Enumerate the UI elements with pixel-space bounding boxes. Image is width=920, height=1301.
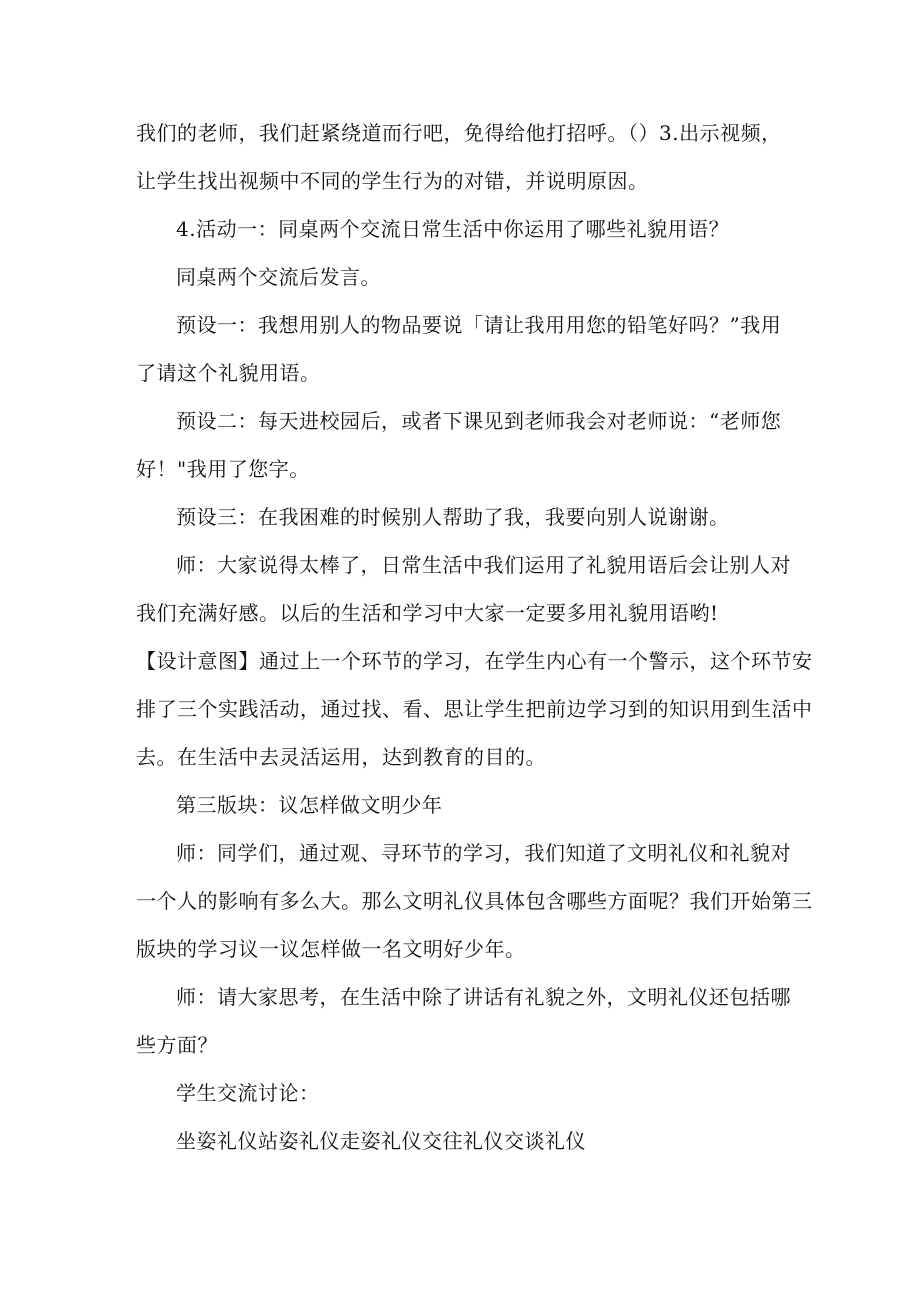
text-line: 【设计意图】通过上一个环节的学习，在学生内心有一个警示，这个环节安: [136, 649, 813, 673]
text-line: 预设一：我想用别人的物品要说「请让我用用您的铅笔好吗？”我用: [176, 313, 782, 337]
text-line: 第三版块：议怎样做文明少年: [176, 793, 443, 817]
text-line: 些方面？: [136, 1033, 218, 1057]
text-line: 让学生找出视频中不同的学生行为的对错，并说明原因。: [136, 169, 649, 193]
text-line: 预设三：在我困难的时候别人帮助了我，我要向别人说谢谢。: [176, 505, 730, 529]
text-line: 我们的老师，我们赶紧绕道而行吧，免得给他打招呼。（）3.出示视频，: [136, 121, 782, 145]
text-line: 版块的学习议一议怎样做一名文明好少年。: [136, 937, 526, 961]
text-line: 去。在生活中去灵活运用，达到教育的目的。: [136, 745, 546, 769]
text-line: 师：请大家思考，在生活中除了讲话有礼貌之外，文明礼仪还包括哪: [176, 985, 791, 1009]
text-line: 排了三个实践活动，通过找、看、思让学生把前边学习到的知识用到生活中: [136, 697, 813, 721]
text-line: 预设二：每天进校园后，或者下课见到老师我会对老师说：“老师您: [176, 409, 782, 433]
text-line: 4.活动一：同桌两个交流日常生活中你运用了哪些礼貌用语？: [176, 217, 730, 241]
text-line: 师：大家说得太棒了，日常生活中我们运用了礼貌用语后会让别人对: [176, 553, 791, 577]
text-line: 同桌两个交流后发言。: [176, 265, 381, 289]
text-line: 一个人的影响有多么大。那么文明礼仪具体包含哪些方面呢？我们开始第三: [136, 889, 813, 913]
text-line: 了请这个礼貌用语。: [136, 361, 321, 385]
text-line: 师：同学们，通过观、寻环节的学习，我们知道了文明礼仪和礼貌对: [176, 841, 791, 865]
text-line: 我们充满好感。以后的生活和学习中大家一定要多用礼貌用语哟!: [136, 601, 719, 625]
text-line: 学生交流讨论：: [176, 1081, 320, 1105]
text-line: 好！"我用了您字。: [136, 457, 310, 481]
text-line: 坐姿礼仪站姿礼仪走姿礼仪交往礼仪交谈礼仪: [176, 1129, 586, 1153]
